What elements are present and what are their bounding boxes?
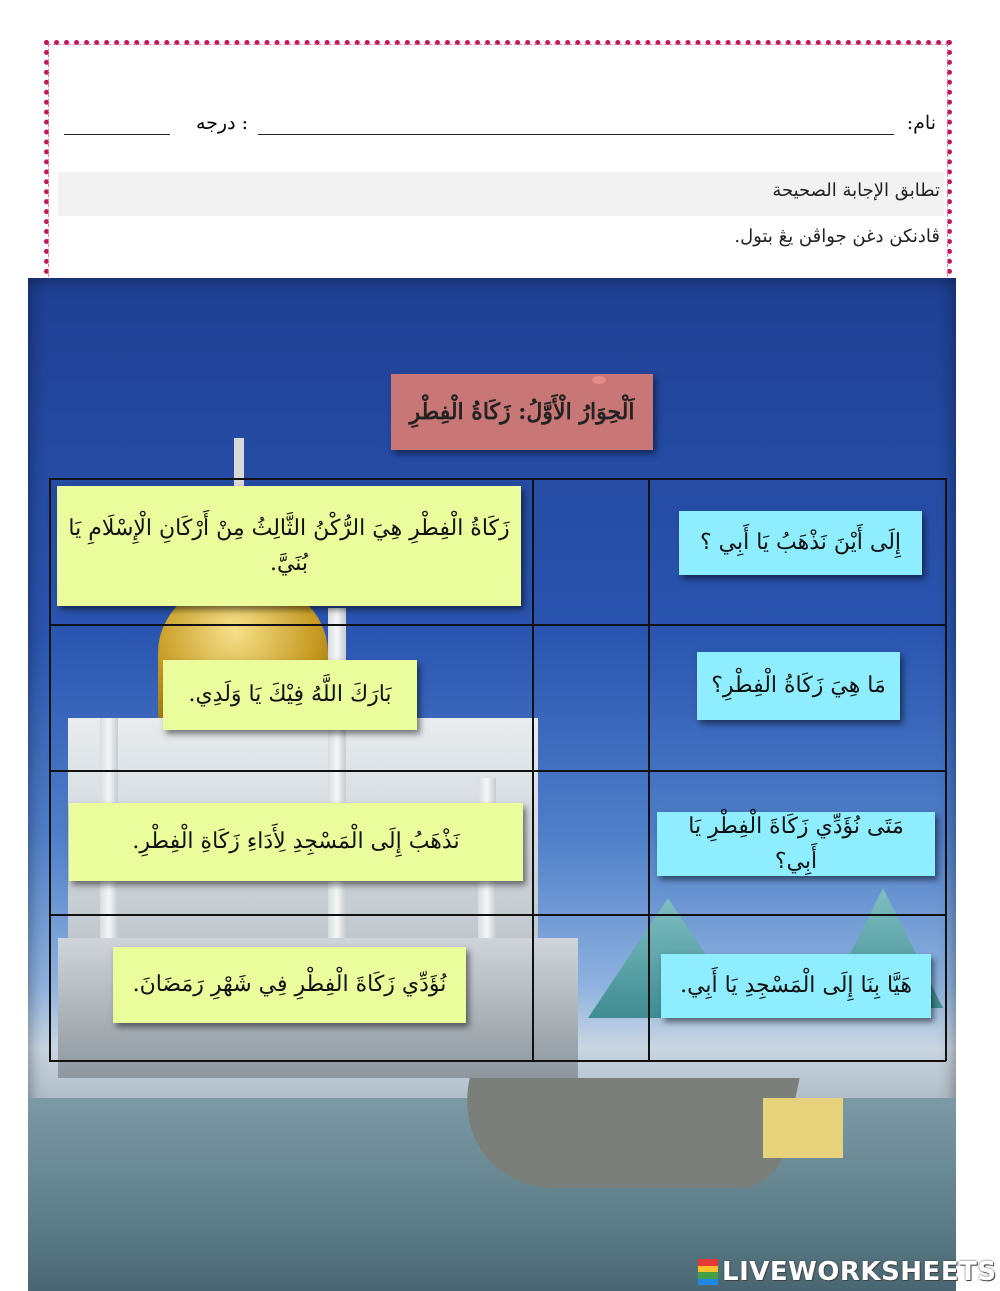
question-card-4[interactable]: [661, 954, 931, 1018]
instruction-arabic: تطابق الإجابة الصحيحة: [772, 180, 940, 201]
question-card-2[interactable]: [697, 652, 900, 720]
question-text: هَيَّا بِنَا إِلَى الْمَسْجِدِ يَا أَبِي.: [680, 973, 912, 999]
answer-text: نَذْهَبُ إِلَى الْمَسْجِدِ لِأَدَاءِ زَكَاةِ الْفِطْرِ.: [132, 829, 460, 855]
grid-line: [49, 770, 946, 772]
title-decoration: [592, 376, 606, 384]
answer-card-2[interactable]: [163, 660, 417, 730]
grade-field-line[interactable]: [64, 134, 170, 135]
liveworksheets-logo-icon: [698, 1259, 718, 1285]
grid-line: [532, 478, 534, 1061]
answer-text: نُؤَدِّي زَكَاةَ الْفِطْرِ فِي شَهْرِ رَمَضَانَ.: [132, 972, 447, 998]
dialog-title: [391, 374, 653, 450]
answer-card-4[interactable]: [113, 947, 466, 1023]
grid-line: [49, 478, 51, 1061]
dialog-title-text: اَلْحِوَارُ الْأَوَّلُ: زَكَاةُ الْفِطْرِ: [409, 399, 635, 425]
name-field-line[interactable]: [258, 134, 894, 135]
name-label: نام:: [906, 112, 936, 134]
grid-line: [49, 914, 946, 916]
question-text: إِلَى أَيْنَ نَذْهَبُ يَا أَبِي ؟: [699, 530, 902, 556]
grade-label: درجه :: [196, 112, 249, 134]
watermark-text: LIVEWORKSHEETS: [722, 1257, 997, 1287]
grid-line: [945, 478, 947, 1061]
grid-line: [49, 1060, 946, 1062]
grid-line: [49, 624, 946, 626]
answer-text: زَكَاةُ الْفِطْرِ هِيَ الرُّكْنُ الثَّالِثُ مِنْ أَرْكَانِ الْإِسْلَامِ يَا بُنَيَّ.: [68, 515, 510, 576]
instruction-jawi: ڤادنكن دغن جواڤن يڠ بتول.: [734, 226, 940, 247]
question-text: مَتَى نُؤَدِّي زَكَاةَ الْفِطْرِ يَا أَبِي؟: [688, 813, 904, 874]
answer-text: بَارَكَ اللَّهُ فِيْكَ يَا وَلَدِي.: [188, 682, 392, 708]
answer-card-1[interactable]: [57, 486, 521, 606]
grid-line: [49, 478, 946, 480]
question-card-1[interactable]: [679, 511, 922, 575]
answer-card-3[interactable]: [69, 803, 523, 881]
liveworksheets-watermark: [698, 1258, 997, 1286]
grid-line: [648, 478, 650, 1061]
question-card-3[interactable]: [657, 812, 935, 876]
question-text: مَا هِيَ زَكَاةُ الْفِطْرِ؟: [711, 673, 886, 699]
